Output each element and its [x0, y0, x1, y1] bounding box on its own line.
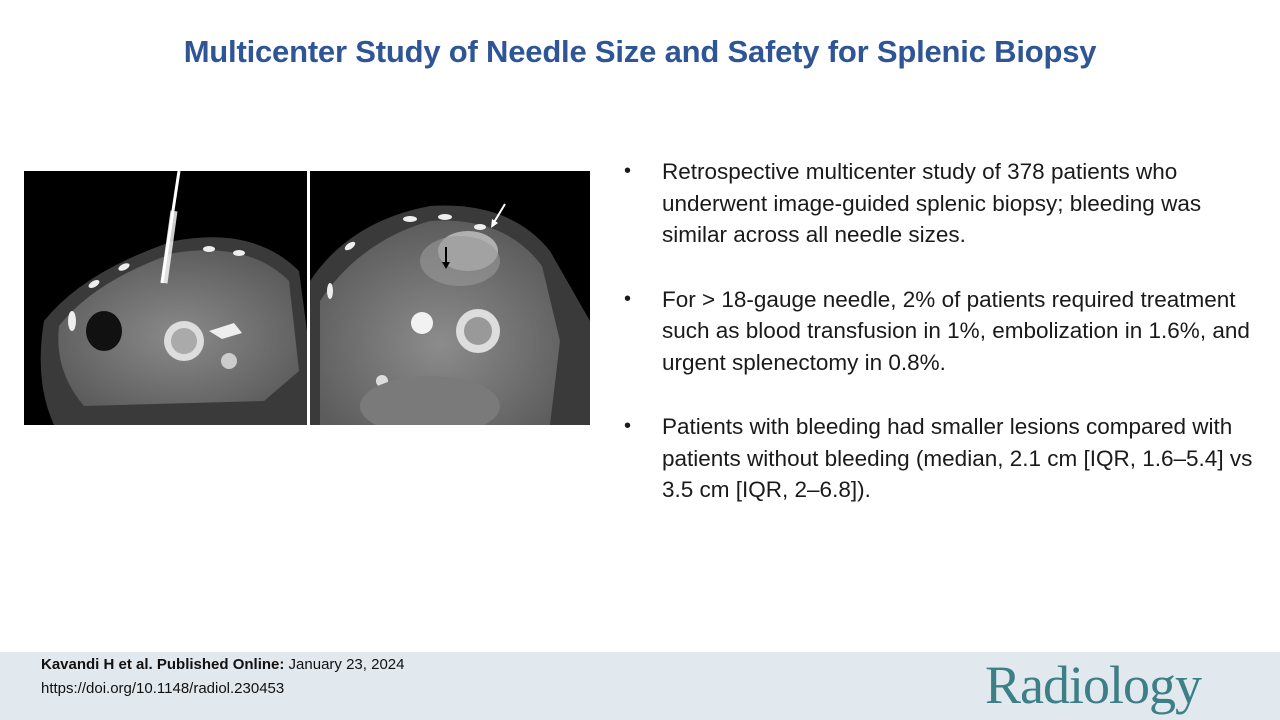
- list-item: [622, 411, 1262, 506]
- citation-date: January 23, 2024: [284, 656, 405, 673]
- citation: [41, 656, 404, 673]
- ct-image-arrows: [310, 171, 590, 425]
- slide-title: Multicenter Study of Needle Size and Safety for Splenic Biopsy: [183, 34, 1097, 69]
- journal-logo: Radiology: [985, 655, 1201, 715]
- citation-authors: Kavandi H et al. Published Online:: [41, 656, 285, 673]
- findings-list: [622, 156, 1262, 539]
- bullet-dot: •: [624, 415, 632, 437]
- bullet-dot: •: [624, 287, 632, 310]
- list-item: [622, 156, 1262, 251]
- bullet-text: Retrospective multicenter study of 378 patients who underwent image-guided splenic biopsy; bleeding was similar across all needle sizes.: [662, 159, 1202, 247]
- bullet-text: For > 18-gauge needle, 2% of patients required treatment such as blood transfusion in 1%, embolization in 1.6%, and urgent splenectomy in 0.8%.: [662, 286, 1250, 375]
- footer-bar: [0, 652, 1280, 720]
- doi-link[interactable]: https://doi.org/10.1148/radiol.230453: [41, 680, 285, 697]
- list-item: [622, 284, 1262, 379]
- bullet-text: Patients with bleeding had smaller lesions compared with patients without bleeding (median, 2.1 cm [IQR, 1.6–5.4] vs 3.5 cm [IQR, 2–6.8]).: [662, 414, 1253, 502]
- ct-image-needle: [24, 171, 307, 425]
- bullet-dot: •: [624, 160, 632, 182]
